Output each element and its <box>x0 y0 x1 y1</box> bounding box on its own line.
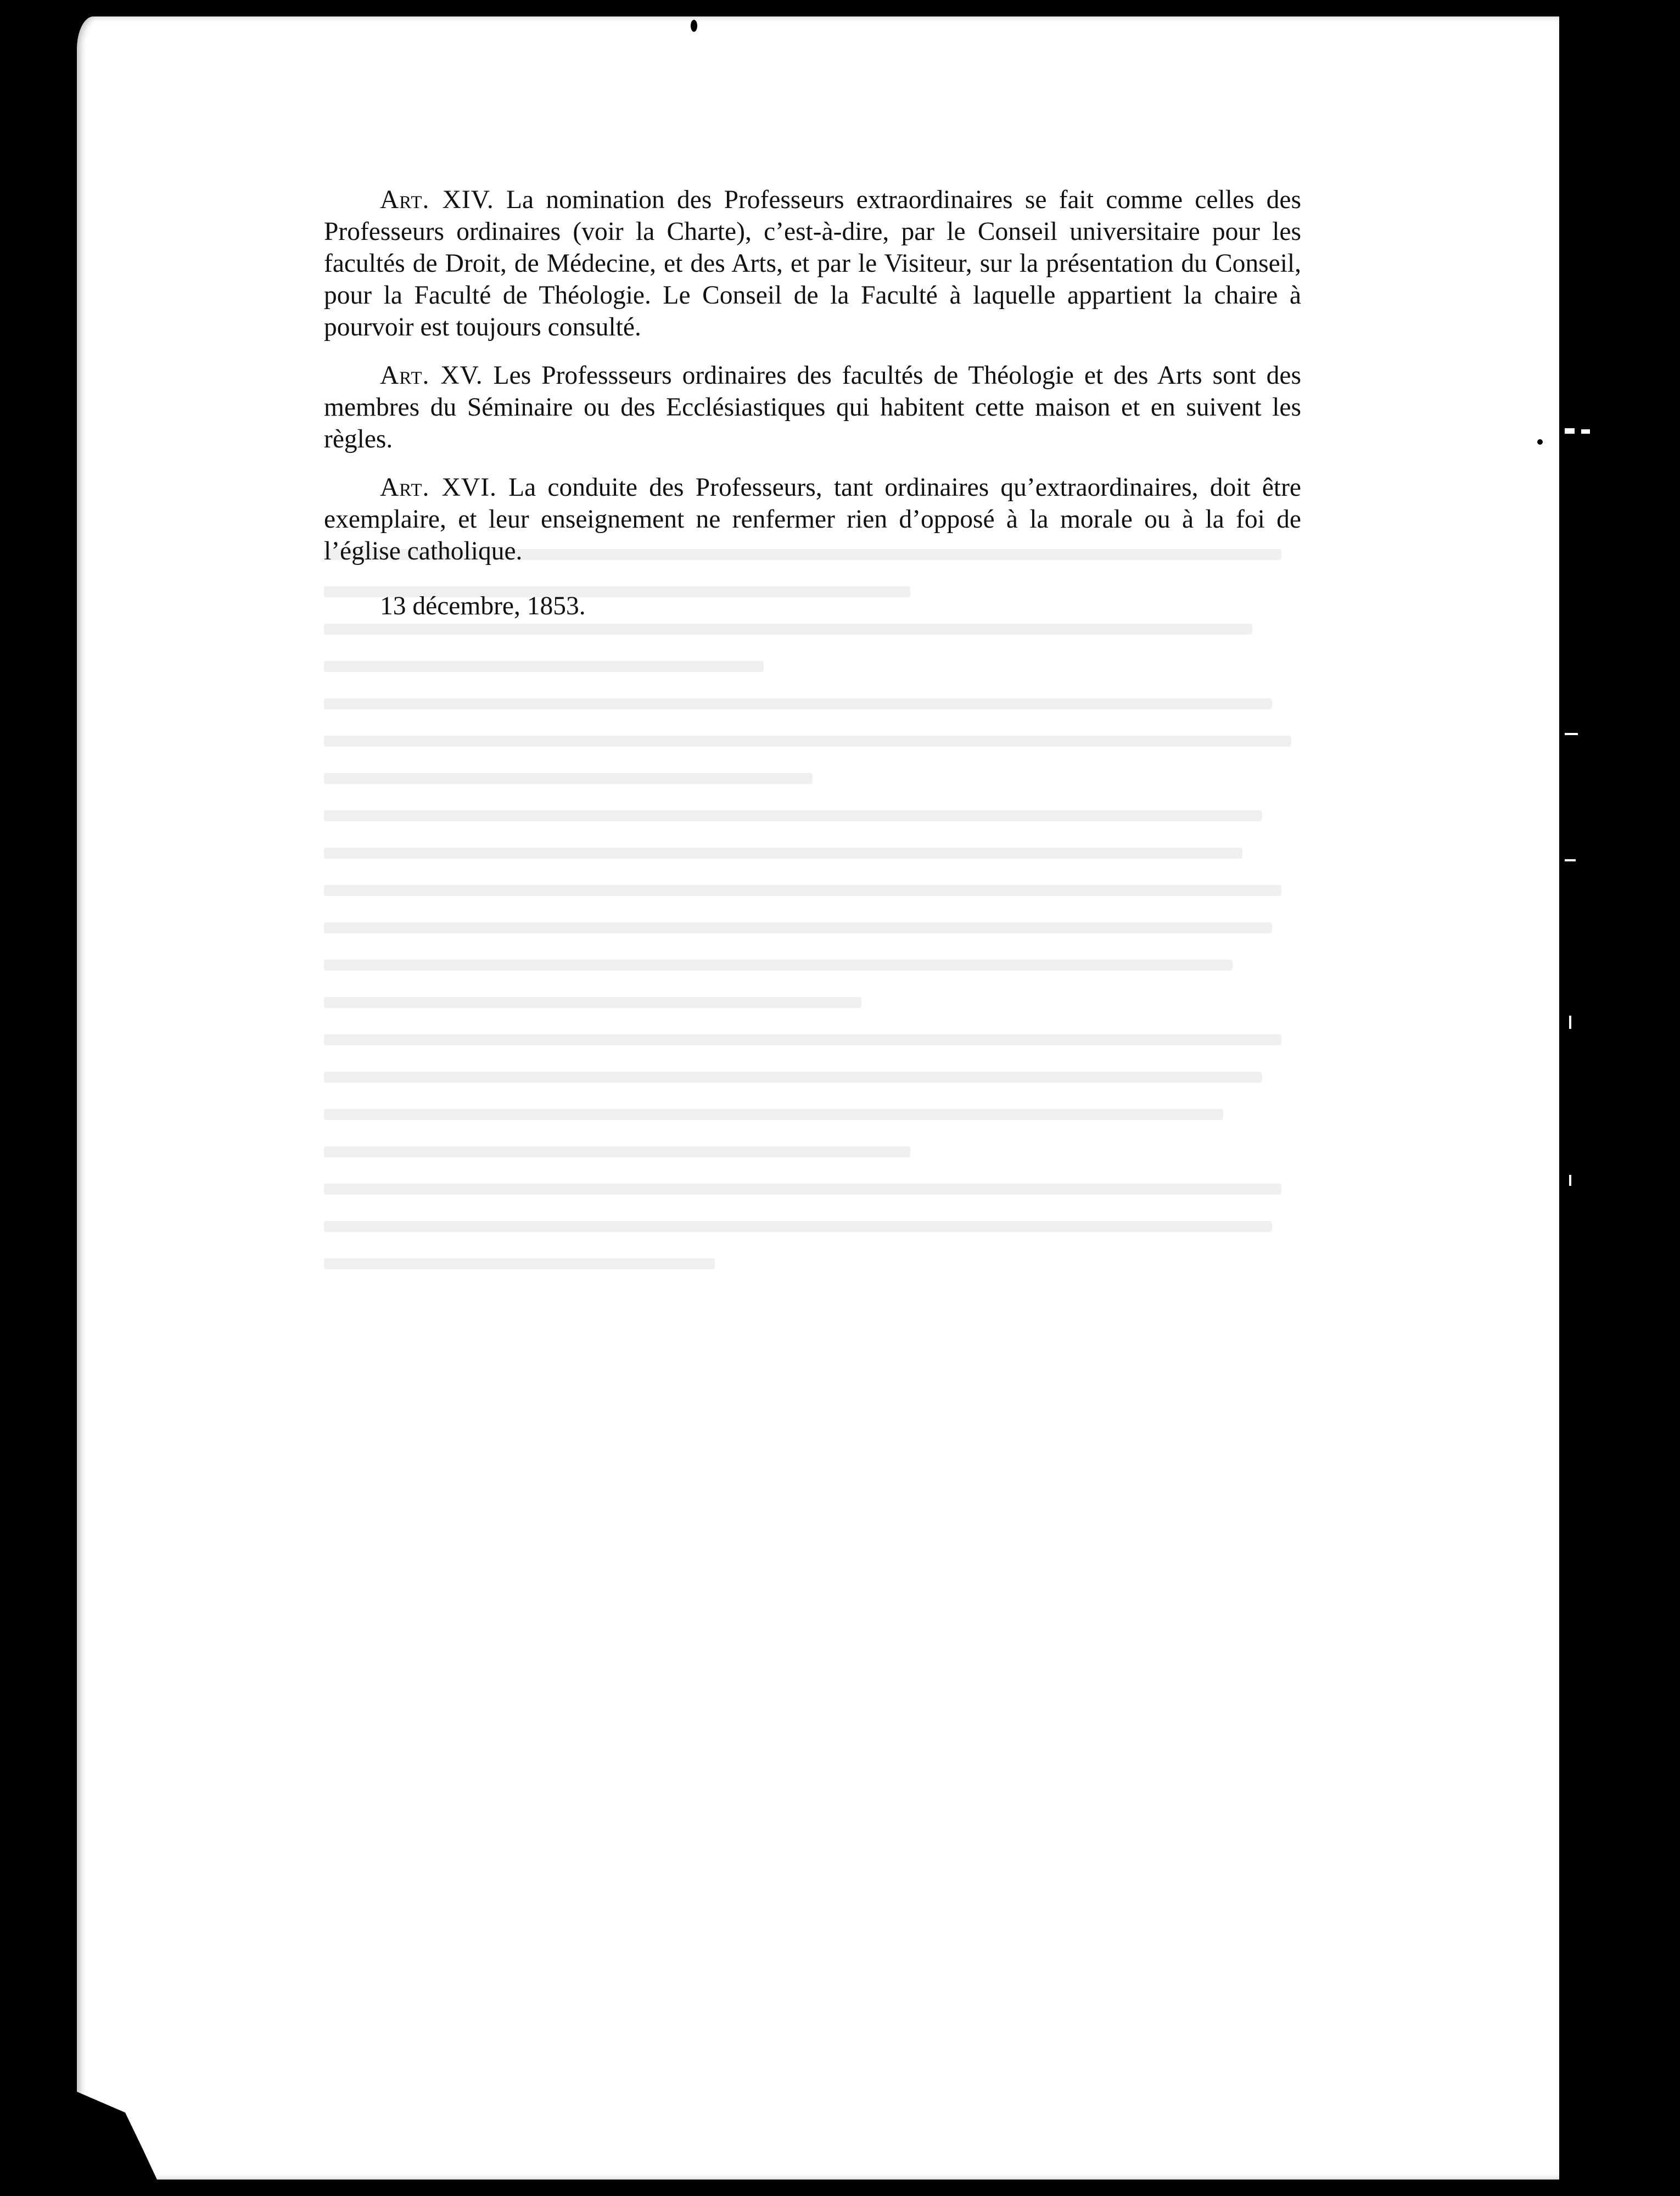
ink-speck <box>691 20 697 32</box>
article-text: La conduite des Professeurs, tant ordinaires qu’extraordinaires, doit être exemplaire, et leur enseignement ne renfermer rien d’opposé à la morale ou à la foi de l’église catholique. <box>324 473 1301 565</box>
document-body <box>324 184 1301 648</box>
edge-mark <box>1565 428 1575 434</box>
article-label: Art. XIV. <box>380 186 494 214</box>
edge-mark <box>1569 1016 1571 1029</box>
article-label: Art. XVI. <box>380 473 497 502</box>
edge-mark <box>1565 733 1578 735</box>
article-14 <box>324 184 1301 343</box>
article-text: La nomination des Professeurs extraordinaires se fait comme celles des Professeurs ordinaires (voir la Charte), c’est-à-dire, par le Conseil universitaire pour les facultés de Droit, de Médecine, et des Arts, et par le Visiteur, sur la présentation du Conseil, pour la Faculté de Théologie. Le Conseil de la Faculté à laquelle appartient la chaire à pourvoir est toujours consulté. <box>324 186 1302 341</box>
ink-speck <box>1537 439 1543 445</box>
article-text: Les Professseurs ordinaires des facultés de Théologie et des Arts sont des membres du Séminaire ou des Ecclésiastiques qui habitent cette maison et en suivent les règles. <box>324 361 1301 453</box>
edge-mark <box>1565 859 1576 861</box>
edge-mark <box>1569 1175 1571 1186</box>
document-date: 13 décembre, 1853. <box>380 592 586 620</box>
article-16 <box>324 472 1301 567</box>
article-label: Art. XV. <box>380 361 483 390</box>
article-15 <box>324 360 1301 455</box>
edge-mark <box>1581 429 1590 434</box>
page-edge-margin <box>1559 0 1680 2196</box>
